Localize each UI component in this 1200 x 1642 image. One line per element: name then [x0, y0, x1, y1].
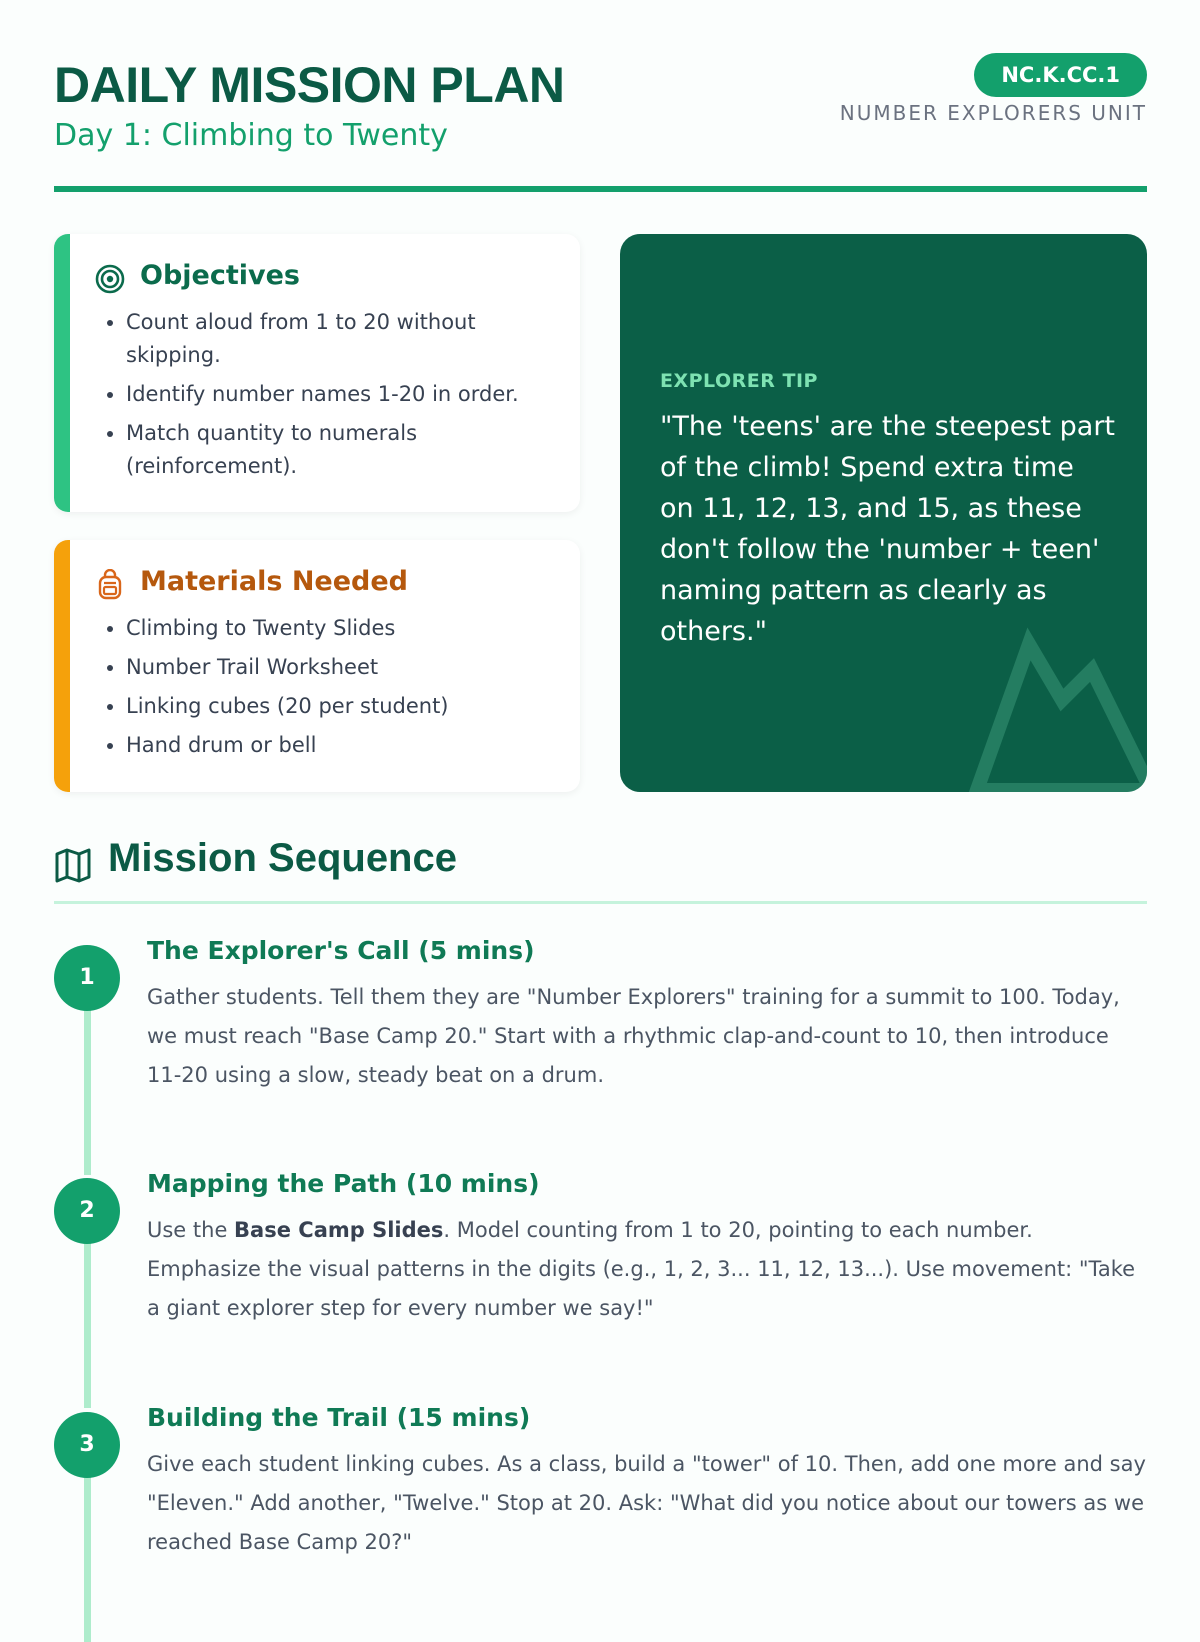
objectives-card	[54, 234, 580, 512]
step-text-part: Use the	[147, 1218, 235, 1242]
map-icon	[54, 846, 92, 884]
standard-code-badge: NC.K.CC.1	[974, 53, 1147, 97]
explorer-tip-label: EXPLORER TIP	[660, 370, 818, 392]
step-number-badge: 2	[54, 1178, 120, 1244]
step-text-part: . Model counting from 1 to 20, pointing to each number. Emphasize the visual patterns in the digits (e.g., 1, 2, 3... 11, 12, 13...). Use movement: "Take a giant explorer step for every number we say!"	[147, 1218, 1136, 1320]
step-description	[147, 1211, 1147, 1328]
objectives-accent-bar	[54, 234, 70, 512]
mission-sequence-header	[54, 836, 1147, 886]
objectives-list	[100, 306, 576, 489]
timeline-connector	[84, 1452, 91, 1642]
materials-list	[100, 612, 576, 768]
mission-sequence-heading: Mission Sequence	[108, 836, 457, 880]
explorer-tip-text: "The 'teens' are the steepest part of the climb! Spend extra time on 11, 12, 13, and 15, as these don't follow the 'number + teen' naming pattern as clearly as others."	[660, 411, 1116, 647]
materials-heading: Materials Needed	[140, 566, 409, 597]
objective-item: • Identify number names 1-20 in order.	[126, 378, 576, 411]
step-title: Building the Trail (15 mins)	[147, 1403, 531, 1432]
objective-item: • Match quantity to numerals (reinforcement).	[126, 417, 576, 483]
header	[54, 50, 1147, 200]
sequence-divider	[54, 901, 1147, 904]
page-title: DAILY MISSION PLAN	[54, 57, 565, 113]
step-description: Give each student linking cubes. As a class, build a "tower" of 10. Then, add one more and say "Eleven." Add another, "Twelve." Stop at 20. Ask: "What did you notice about our towers as we reached Base Camp 20?"	[147, 1452, 1146, 1554]
step-title: Mapping the Path (10 mins)	[147, 1169, 540, 1198]
materials-accent-bar	[54, 540, 70, 792]
explorer-tip-panel	[620, 234, 1147, 792]
material-item: • Linking cubes (20 per student)	[126, 690, 576, 723]
step-title: The Explorer's Call (5 mins)	[147, 936, 535, 965]
unit-label: NUMBER EXPLORERS UNIT	[839, 101, 1147, 125]
objectives-heading: Objectives	[140, 260, 300, 291]
header-divider	[54, 186, 1147, 192]
timeline-connector	[84, 1218, 91, 1408]
step-number-badge: 1	[54, 945, 120, 1011]
step-number-badge: 3	[54, 1412, 120, 1478]
material-item: • Number Trail Worksheet	[126, 651, 576, 684]
materials-card	[54, 540, 580, 792]
target-icon	[94, 263, 126, 295]
page-subtitle: Day 1: Climbing to Twenty	[54, 118, 448, 153]
timeline-connector	[84, 985, 91, 1175]
lesson-plan-page	[54, 0, 1147, 1600]
step-text-emphasis: Base Camp Slides	[234, 1218, 444, 1242]
material-item: • Hand drum or bell	[126, 729, 576, 762]
backpack-icon	[94, 569, 126, 601]
material-item: • Climbing to Twenty Slides	[126, 612, 576, 645]
mountain-icon	[967, 622, 1147, 792]
step-description: Gather students. Tell them they are "Number Explorers" training for a summit to 100. Today, we must reach "Base Camp 20." Start with a rhythmic clap-and-count to 10, then introduce 11-20 using a slow, steady beat on a drum.	[147, 985, 1120, 1087]
objective-item: • Count aloud from 1 to 20 without skipping.	[126, 306, 576, 372]
